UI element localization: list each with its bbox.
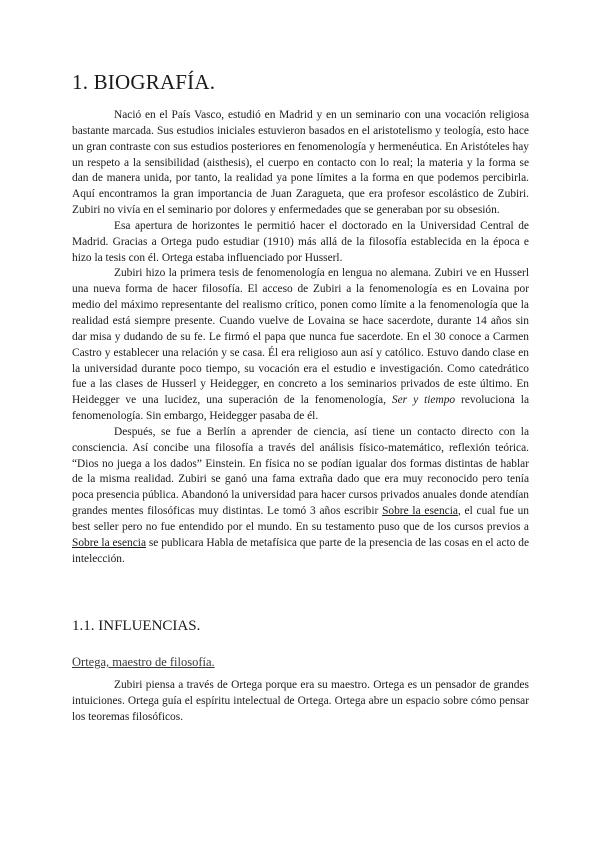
- subsection-heading-ortega: Ortega, maestro de filosofía.: [72, 655, 215, 669]
- ortega-body: [72, 678, 529, 726]
- paragraph-4-text-c: se publicara Habla de metafísica que parte de la presencia de las cosas en el acto de intelección.: [72, 536, 529, 565]
- paragraph-5: Zubiri piensa a través de Ortega porque era su maestro. Ortega es un pensador de grandes intuiciones. Ortega guía el espíritu intelectual de Ortega. Ortega abre un espacio sobre cómo pensar los teoremas filosóficos.: [72, 679, 529, 723]
- paragraph-4-text-b: , el cual fue un best seller pero no fue entendido por el mundo. En su testamento puso que de los cursos previos a: [72, 505, 529, 533]
- book-title-sobre-la-esencia-1: Sobre la esencia: [382, 505, 458, 518]
- paragraph-3-text-a: Zubiri hizo la primera tesis de fenomenología en lengua no alemana. Zubiri ve en Husserl una nueva forma de hacer filosofía. El acceso de Zubiri a la fenomenología es en Lovaina por medio del máximo representante del realismo crítico, ponen como límite a la fenomenología que la realidad está siempre presente. Cuando vuelve de Lovaina se hace sacerdote, durante 14 años sin dar misa y dudando de su fe. Le firmó el papa que nunca fue sacerdote. En el 30 conoce a Carmen Castro y establecer una relación y se casa. Él era religioso aun así y católico. Estuvo dando clase en la universidad durante poco tiempo, su vocación era el estudio e investigación. Como catedrático fue a las clases de Husserl y Heidegger, en concreto a los seminarios privados de este último. En Heidegger ve una lucidez, una superación de la fenomenología,: [72, 267, 529, 407]
- paragraph-2: Esa apertura de horizontes le permitió hacer el doctorado en la Universidad Central de Madrid. Gracias a Ortega pudo estudiar (1910) más allá de la filosofía establecida en la época e hizo la tesis con él. Ortega estaba influenciado por Husserl.: [72, 219, 529, 264]
- paragraph-1: Nació en el País Vasco, estudió en Madrid y en un seminario con una vocación religiosa bastante marcada. Sus estudios iniciales estuvieron basados en el aristotelismo y teología, esto hace un gran contraste con sus estudios posteriores en fenomenología y hermenéutica. En Aristóteles hay un respeto a la sensibilidad (aisthesis), el cuerpo en contacto con lo real; la materia y la forma se dan de manera unida, por tanto, la realidad ya pone límites a la forma en que podemos percibirla. Aquí encontramos la gran importancia de Juan Zaragueta, que era profesor escolástico de Zubiri. Zubiri no vivía en el seminario por dolores y enfermedades que se generaban por su obsesión.: [72, 109, 529, 217]
- paragraph-3: [72, 266, 529, 424]
- book-title-sobre-la-esencia-2: Sobre la esencia: [72, 536, 147, 549]
- paragraph-3-text-b: revoluciona la fenomenología. Sin embargo, Heidegger pasaba de él.: [72, 394, 529, 423]
- section-heading-influencias: 1.1. INFLUENCIAS.: [72, 618, 201, 634]
- paragraph-4: [72, 425, 529, 568]
- section-heading-biografia: 1. BIOGRAFÍA.: [72, 70, 216, 94]
- paragraph-4-text-a: Después, se fue a Berlín a aprender de ciencia, así tiene un contacto directo con la consciencia. Así concibe una filosofía a través del análisis físico-matemático, reflexión teórica. “Dios no juega a los dados” Einstein. En física no se podían igualar dos formas distintas de hablar de la misma realidad. Zubiri se ganó una fama extraña dado que era muy reconocido pero tenía poca presencia pública. Abandonó la universidad para hacer cursos privados anuales donde atendían grandes mentes filosóficas muy distintas. Le tomó 3 años escribir: [72, 425, 529, 518]
- biografia-body: [72, 108, 529, 567]
- book-title-ser-y-tiempo: Ser y tiempo: [391, 394, 456, 407]
